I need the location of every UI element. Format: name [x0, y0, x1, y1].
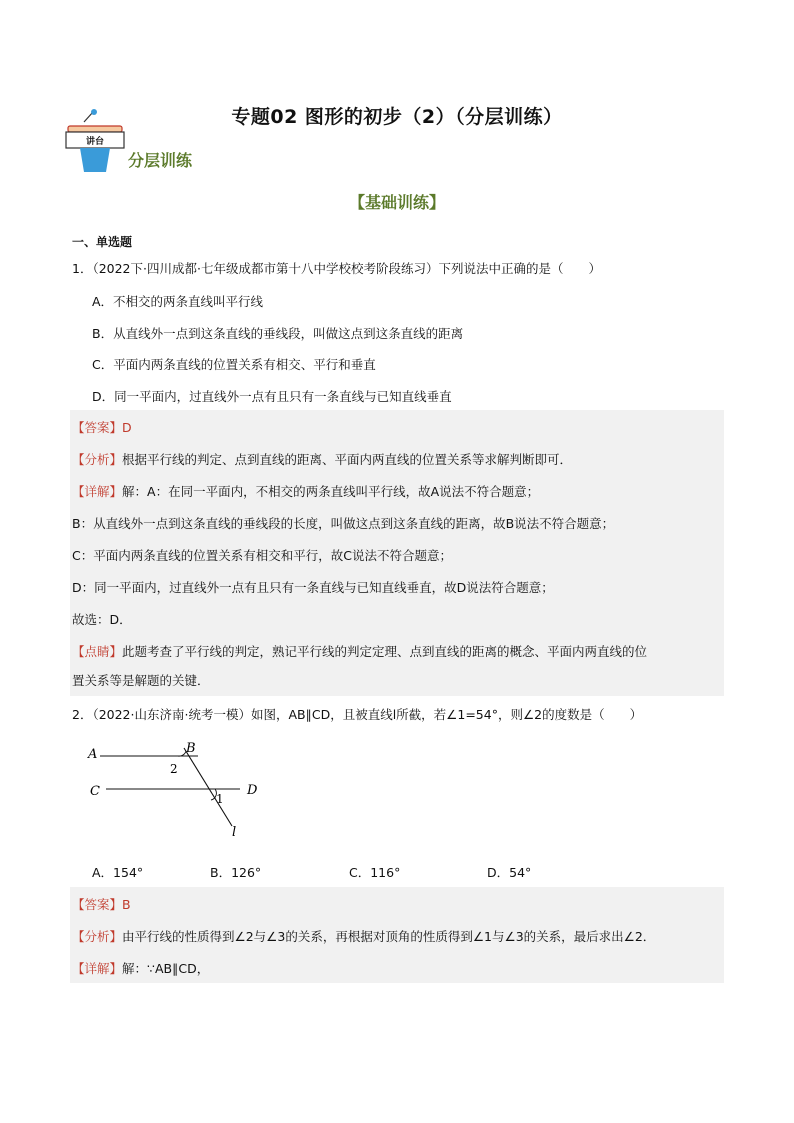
q1-comment: [72, 642, 647, 660]
page-title: 专题02 图形的初步（2）（分层训练）: [231, 106, 563, 128]
q2-option-c: C．116°: [349, 865, 401, 880]
label-l: l: [232, 825, 237, 840]
q2-answer: [72, 895, 131, 913]
label-d: D: [247, 783, 258, 798]
q1-choose: 故选：D．: [72, 612, 132, 627]
q1-option-a: A．不相交的两条直线叫平行线: [92, 294, 264, 309]
q1-option-c: C．平面内两条直线的位置关系有相交、平行和垂直: [92, 357, 376, 372]
answer-value: D: [122, 420, 132, 435]
section-heading: 【基础训练】: [348, 193, 445, 212]
q1-detail-1: [72, 482, 539, 500]
label-angle-1: 1: [216, 792, 224, 806]
analysis-tag: 【分析】: [72, 929, 123, 944]
q2-option-a: A．154°: [92, 865, 144, 880]
q1-detail-2: B：从直线外一点到这条直线的垂线段的长度，叫做这点到这条直线的距离，故B说法不符合题意；: [72, 516, 615, 531]
q1-option-b: B．从直线外一点到这条直线的垂线段，叫做这点到这条直线的距离: [92, 326, 464, 341]
label-b: B: [186, 741, 196, 756]
detail-text: 解：A：在同一平面内，不相交的两条直线叫平行线，故A说法不符合题意；: [122, 484, 540, 499]
q1-analysis: [72, 450, 572, 468]
detail-tag: 【详解】: [72, 961, 123, 976]
label-angle-2: 2: [170, 762, 178, 776]
analysis-tag: 【分析】: [72, 452, 123, 467]
detail-tag: 【详解】: [72, 484, 123, 499]
answer-tag: 【答案】: [72, 420, 123, 435]
logo-text: 讲台: [85, 137, 105, 147]
label-a: A: [88, 747, 98, 762]
label-c: C: [90, 784, 100, 799]
answer-tag: 【答案】: [72, 897, 123, 912]
part-heading: 一、单选题: [72, 235, 133, 249]
line-l: [184, 748, 232, 826]
q2-option-d: D．54°: [487, 865, 532, 880]
q2-analysis: [72, 927, 655, 945]
q2-figure: [80, 738, 270, 842]
q2-detail-1: [72, 959, 209, 977]
answer-value: B: [122, 897, 131, 912]
q1-stem: 1．（2022下·四川成都·七年级成都市第十八中学校校考阶段练习）下列说法中正确的是（ ）: [72, 261, 601, 276]
analysis-text: 由平行线的性质得到∠2与∠3的关系，再根据对顶角的性质得到∠1与∠3的关系，最后求出∠2．: [122, 929, 656, 944]
q1-answer: [72, 418, 132, 436]
q1-detail-4: D：同一平面内，过直线外一点有且只有一条直线与已知直线垂直，故D说法符合题意；: [72, 580, 554, 595]
q2-stem: 2．（2022·山东济南·统考一模）如图，AB∥CD，且被直线l所截，若∠1=54°，则∠2的度数是（ ）: [72, 707, 643, 722]
angle-2-arc: [178, 751, 186, 756]
analysis-text: 根据平行线的判定、点到直线的距离、平面内两直线的位置关系等求解判断即可．: [122, 452, 573, 467]
layer-training-label: 分层训练: [128, 151, 193, 170]
comment-tag: 【点睛】: [72, 644, 123, 659]
q1-comment-2: 置关系等是解题的关键．: [72, 673, 210, 688]
q1-option-d: D．同一平面内，过直线外一点有且只有一条直线与已知直线垂直: [92, 389, 452, 404]
comment-text: 此题考查了平行线的判定，熟记平行线的判定定理、点到直线的距离的概念、平面内两直线的位: [122, 644, 648, 659]
q1-detail-3: C：平面内两条直线的位置关系有相交和平行，故C说法不符合题意；: [72, 548, 452, 563]
q2-option-b: B．126°: [210, 865, 262, 880]
detail-text: 解：∵AB∥CD，: [122, 961, 210, 976]
